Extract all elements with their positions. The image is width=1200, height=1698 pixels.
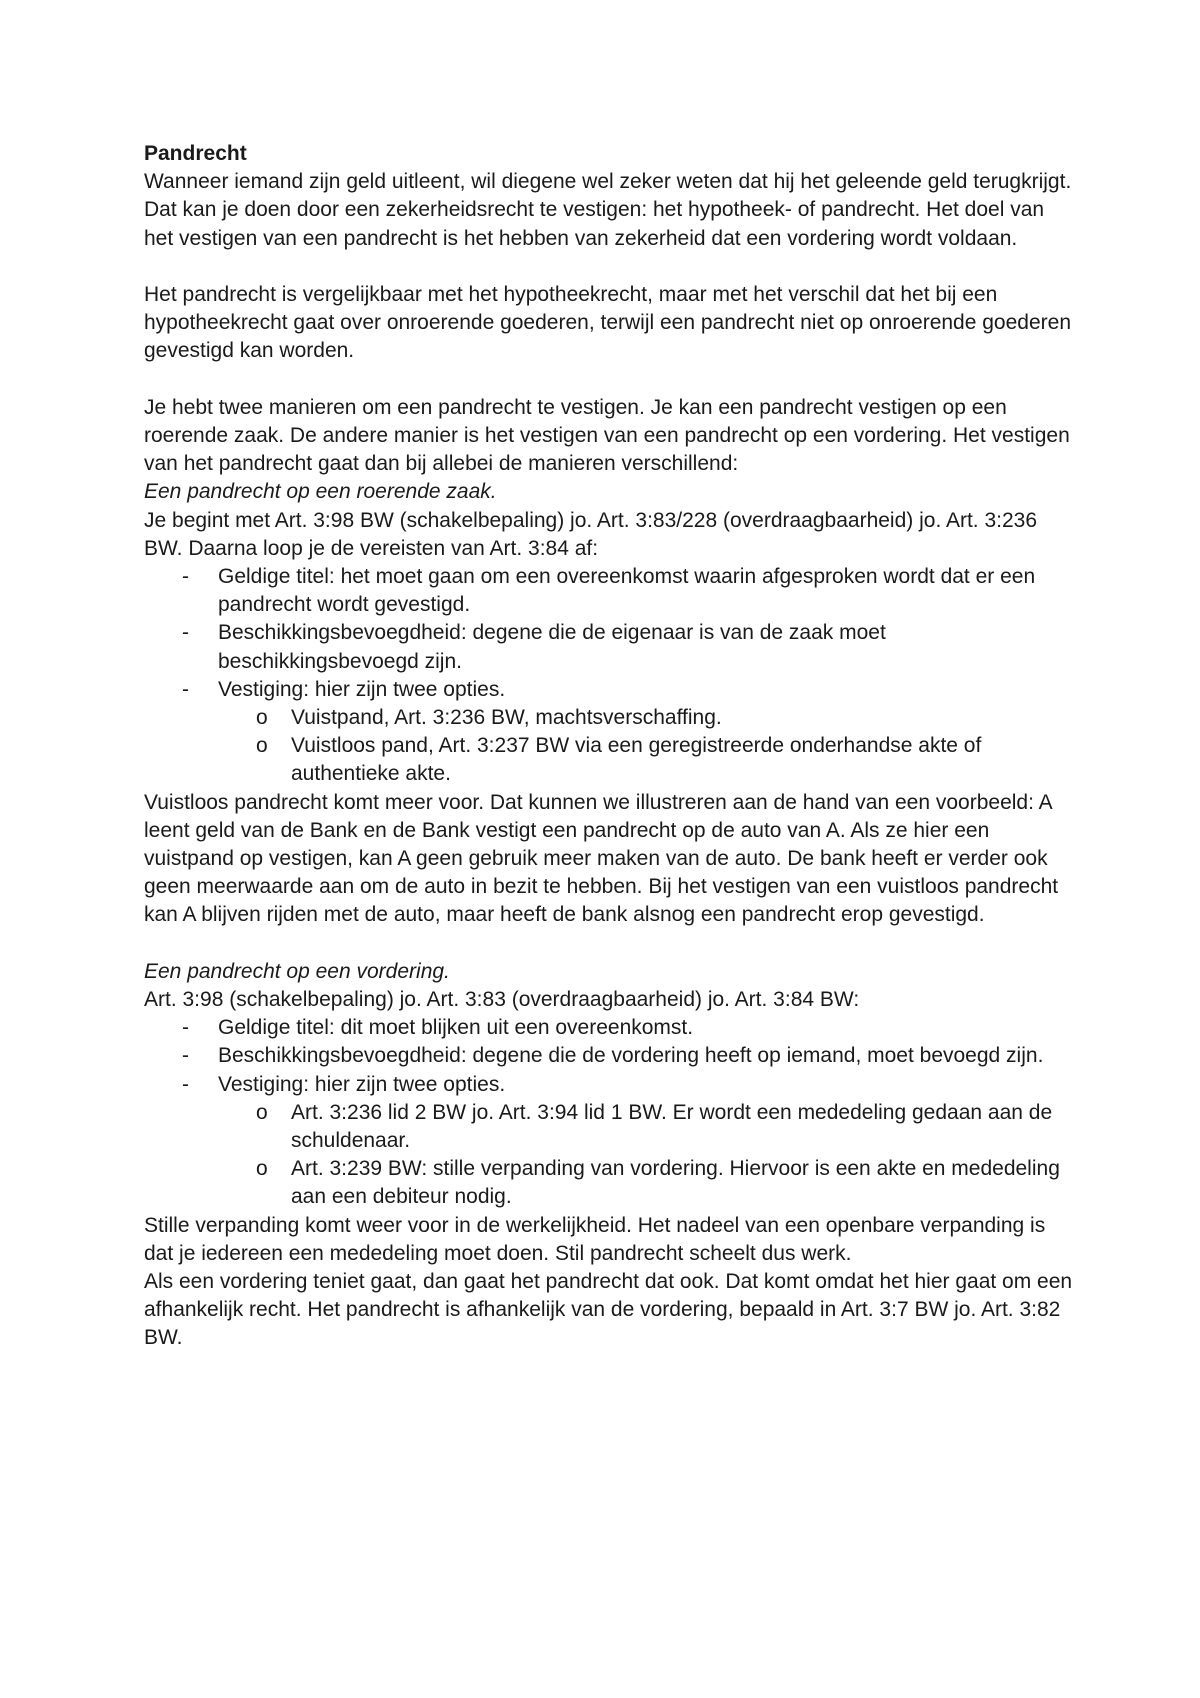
list-item [144,1071,1074,1212]
sub-list-item [144,1099,1074,1155]
list-item-text: Vestiging: hier zijn twee opties. [218,1072,506,1096]
sub-list-item-text: Vuistloos pand, Art. 3:237 BW via een geregistreerde onderhandse akte of authentieke akte. [291,734,982,786]
sub-list-item-text: Vuistpand, Art. 3:236 BW, machtsverschaffing. [291,706,722,730]
blank-line [144,930,1074,958]
compare-paragraph: Het pandrecht is vergelijkbaar met het hypotheekrecht, maar met het verschil dat het bij een hypotheekrecht gaat over onroerende goederen, terwijl een pandrecht niet op onroerende goederen gevestigd kan worden. [144,283,1071,363]
stille-verpanding-paragraph: Stille verpanding komt weer voor in de werkelijkheid. Het nadeel van een openbare verpanding is dat je iedereen een mededeling moet doen. Stil pandrecht scheelt dus werk. [144,1213,1046,1265]
list-item [144,1014,1074,1042]
list-item [144,676,1074,789]
list-item [144,1042,1074,1070]
blank-line [144,253,1074,281]
afhankelijk-recht-paragraph: Als een vordering teniet gaat, dan gaat het pandrecht dat ook. Dat komt omdat het hier gaat om een afhankelijk recht. Het pandrecht is afhankelijk van de vordering, bepaald in Art. 3:7 BW jo. Art. 3:82 BW. [144,1270,1073,1350]
intro-paragraph: Wanneer iemand zijn geld uitleent, wil diegene wel zeker weten dat hij het geleende geld terugkrijgt. Dat kan je doen door een zekerheidsrecht te vestigen: het hypotheek- of pandrecht. Het doel van het vestigen van een pandrecht is het hebben van zekerheid dat een vordering wordt voldaan. [144,170,1072,250]
sub-list [218,704,1074,789]
dash-bullet: - [182,677,189,701]
section-heading-vordering: Een pandrecht op een vordering. [144,959,450,983]
list-item-text: Vestiging: hier zijn twee opties. [218,677,506,701]
section-lead: Je begint met Art. 3:98 BW (schakelbepaling) jo. Art. 3:83/228 (overdraagbaarheid) jo. Art. 3:236 BW. Daarna loop je de vereisten van Art. 3:84 af: [144,508,1038,560]
circle-bullet: o [256,1100,268,1124]
list-item-text: Beschikkingsbevoegdheid: degene die de eigenaar is van de zaak moet beschikkingsbevoegd zijn. [218,621,886,673]
circle-bullet: o [256,734,268,758]
requirements-list [144,563,1074,789]
document-title: Pandrecht [144,142,247,165]
list-item-text: Beschikkingsbevoegdheid: degene die de vordering heeft op iemand, moet bevoegd zijn. [218,1044,1044,1068]
dash-bullet: - [182,1016,189,1040]
list-item-text: Geldige titel: dit moet blijken uit een overeenkomst. [218,1016,694,1040]
dash-bullet: - [182,1072,189,1096]
requirements-list [144,1014,1074,1211]
section-lead: Art. 3:98 (schakelbepaling) jo. Art. 3:83 (overdraagbaarheid) jo. Art. 3:84 BW: [144,988,860,1012]
list-item [144,619,1074,675]
section-heading-roerende-zaak: Een pandrecht op een roerende zaak. [144,480,497,504]
sub-list-item [144,732,1074,788]
blank-line [144,366,1074,394]
circle-bullet: o [256,706,268,730]
list-item [144,563,1074,619]
sub-list [218,1099,1074,1212]
sub-list-item-text: Art. 3:236 lid 2 BW jo. Art. 3:94 lid 1 BW. Er wordt een mededeling gedaan aan de schuldenaar. [291,1100,1053,1153]
vuistloos-paragraph: Vuistloos pandrecht komt meer voor. Dat kunnen we illustreren aan de hand van een voorbeeld: A leent geld van de Bank en de Bank vestigt een pandrecht op de auto van A. Als ze hier een vuistpand op vestigen, kan A geen gebruik meer maken van de auto. De bank heeft er verder ook geen meerwaarde aan om de auto in bezit te hebben. Bij het vestigen van een vuistloos pandrecht kan A blijven rijden met de auto, maar heeft de bank alsnog een pandrecht erop gevestigd. [144,790,1059,927]
dash-bullet: - [182,565,189,589]
dash-bullet: - [182,1044,189,1068]
list-item-text: Geldige titel: het moet gaan om een overeenkomst waarin afgesproken wordt dat er een pandrecht wordt gevestigd. [218,565,1036,617]
sub-list-item [144,704,1074,732]
sub-list-item [144,1155,1074,1211]
dash-bullet: - [182,621,189,645]
document-page [144,140,1074,1353]
circle-bullet: o [256,1157,268,1181]
sub-list-item-text: Art. 3:239 BW: stille verpanding van vordering. Hiervoor is een akte en mededeling aan een debiteur nodig. [291,1157,1060,1209]
two-ways-paragraph: Je hebt twee manieren om een pandrecht te vestigen. Je kan een pandrecht vestigen op een roerende zaak. De andere manier is het vestigen van een pandrecht op een vordering. Het vestigen van het pandrecht gaat dan bij allebei de manieren verschillend: [144,395,1070,476]
